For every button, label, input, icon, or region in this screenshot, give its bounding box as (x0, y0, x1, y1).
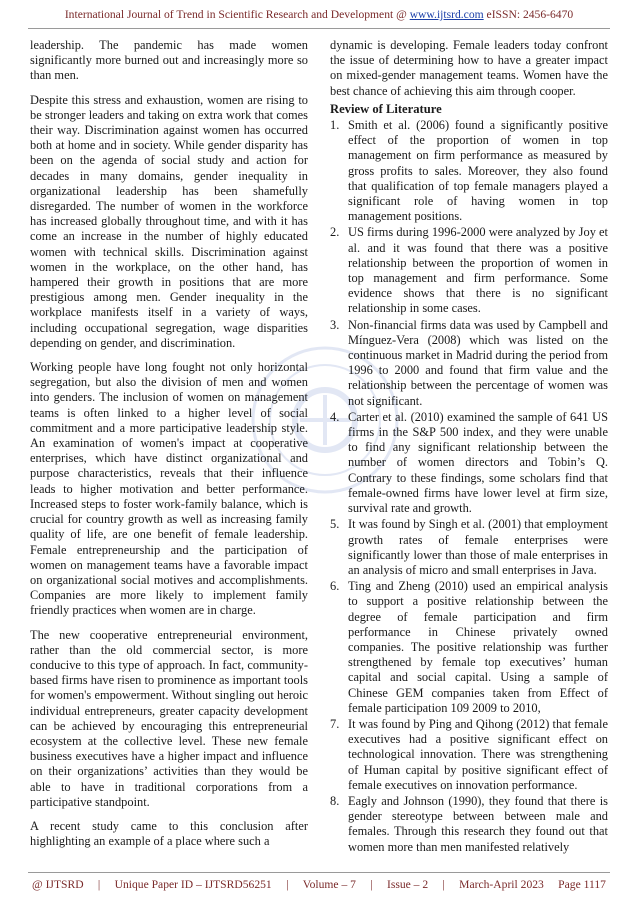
body-paragraph: dynamic is developing. Female leaders today confront the issue of determining how to have a greater impact on mixed-gender management teams. Women have the best chance of achieving this aim through cooper. (330, 38, 608, 98)
body-paragraph: leadership. The pandemic has made women significantly more burned out and increasingly more so than men. (30, 38, 308, 83)
list-item (330, 794, 608, 855)
list-item-text: It was found by Singh et al. (2001) that employment growth rates of female enterprises were significantly lower than those of male enterprises in an analysis of micro and small enterprises in Java. (348, 517, 608, 577)
list-item (330, 410, 608, 516)
journal-website-link[interactable]: www.ijtsrd.com (409, 8, 484, 21)
list-item (330, 517, 608, 578)
list-item-text: Carter et al. (2010) examined the sample of 641 US firms in the S&P 500 index, and they were unable to find any significant relationship between the number of women directors and Tobin’s Q. Contrary to these findings, some scholars find that female-owned firms have lower level at firm size, survival rate and growth. (348, 409, 608, 516)
list-item (330, 717, 608, 793)
running-footer (32, 878, 606, 891)
footer-paper-id: Unique Paper ID – IJTSRD56251 (114, 878, 272, 891)
footer-date: March-April 2023 (459, 878, 544, 891)
list-number: 7. (330, 716, 340, 731)
header-issn: eISSN: 2456-6470 (483, 8, 574, 21)
footer-page-number: Page 1117 (558, 878, 606, 891)
list-item (330, 579, 608, 716)
list-item-text: Eagly and Johnson (1990), they found that there is gender stereotype between between male and females. Through this research they found out that women more than men manifested relatively (348, 793, 608, 854)
footer-volume: Volume – 7 (302, 878, 356, 891)
list-number: 2. (330, 225, 340, 240)
body-paragraph: A recent study came to this conclusion after highlighting an example of a place where such a (30, 818, 308, 849)
footer-separator: | (442, 878, 445, 891)
list-item (330, 225, 608, 316)
list-item-text: Ting and Zheng (2010) used an empirical analysis to support a positive relationship between the degree of female participation and firm performance in Chinese privately owned companies. The positive relationship was further strengthened by female top executives’ human capital and social capital. Using a sample of Chinese GEM companies taken from Effect of female participation 109 2009 to 2010, (348, 579, 608, 715)
list-number: 8. (330, 793, 340, 808)
header-title: International Journal of Trend in Scientific Research and Development @ (64, 8, 410, 21)
list-item (330, 118, 608, 224)
list-item-text: It was found by Ping and Qihong (2012) that female executives had a positive significant effect on technological innovation. There was strengthening of Human capital by positive significant effect of female executives on innovation performance. (348, 716, 608, 792)
body-paragraph: Working people have long fought not only horizontal segregation, but also the division of men and women into genders. The inclusion of women on management teams is often linked to a higher level of social commitment and a more participative leadership style. An examination of women's impact at cooperative enterprises, which have distinct organizational and purpose characteristics, reveals that their influence leads to higher motivation and better performance. Increased steps to foster work-family balance, which is crucial for country growth as well as increasing family quality of life, are one benefit of female leadership. Female entrepreneurship and the participation of women on management teams have a favorable impact on organizational social motives and accomplishments. Companies are more likely to implement family friendly practices when women are in charge. (30, 360, 308, 618)
right-column (330, 38, 608, 856)
list-number: 3. (330, 317, 340, 332)
body-paragraph: Despite this stress and exhaustion, women are rising to be stronger leaders and taking on extra work that comes their way. Discrimination against women has occurred both at home and in society. While gender disparity has been on the agenda of social study and action for decades in many domains, gender inequality in organizational leadership has been shamefully disregarded. The number of women in the workforce has increased globally throughout time, and with it has come an increase in the number of highly educated women with technical skills. Discrimination against women in the workplace, on the other hand, has hampered their growth in positions that are more prestigious among men. Gender inequality in the workplace manifests itself in a variety of ways, including occupational segregation, wage disparities depending on gender, and discrimination. (30, 92, 308, 350)
section-heading: Review of Literature (330, 101, 442, 116)
footer-divider (28, 872, 610, 873)
list-item-text: Smith et al. (2006) found a significantly positive effect of the proportion of women in top management on firm performance as measured by gross profits to sales. Moreover, they also found that qualification of top female managers played a significant role of having women in top management positions. (348, 118, 608, 224)
running-header (0, 8, 638, 21)
footer-journal: @ IJTSRD (32, 878, 84, 891)
footer-separator: | (97, 878, 101, 891)
left-column (30, 38, 308, 858)
list-number: 1. (330, 118, 340, 133)
list-number: 5. (330, 517, 340, 532)
list-number: 6. (330, 579, 340, 594)
literature-list (330, 118, 608, 855)
list-item-text: Non-financial firms data was used by Campbell and Mínguez-Vera (2008) which was listed on the continuous market in Madrid during the period from 1996 to 2000 and found that firm value and the relationship between the percentage of women was not significant. (348, 317, 608, 408)
footer-issue: Issue – 2 (386, 878, 429, 891)
body-paragraph: The new cooperative entrepreneurial environment, rather than the old commercial sector, is more conducive to this type of approach. In fact, community-based firms have risen to prominence as important tools for women's empowerment. Without singling out heroic individual entrepreneurs, greater capacity development can be achieved by encouraging this entrepreneurial ecosystem at the collective level. These new female business executives have a higher impact and influence on their organizations’ activities than they would be able to have in traditional corporations from a participative standpoint. (30, 627, 308, 809)
header-divider (28, 28, 610, 29)
list-number: 4. (330, 409, 340, 424)
footer-separator: | (370, 878, 373, 891)
list-item (330, 318, 608, 409)
list-item-text: US firms during 1996-2000 were analyzed by Joy et al. and it was found that there was a positive relationship between the proportion of women in top management and firm performance. Some evidence shows that there is no significant relationship in some cases. (348, 225, 608, 316)
footer-separator: | (286, 878, 289, 891)
